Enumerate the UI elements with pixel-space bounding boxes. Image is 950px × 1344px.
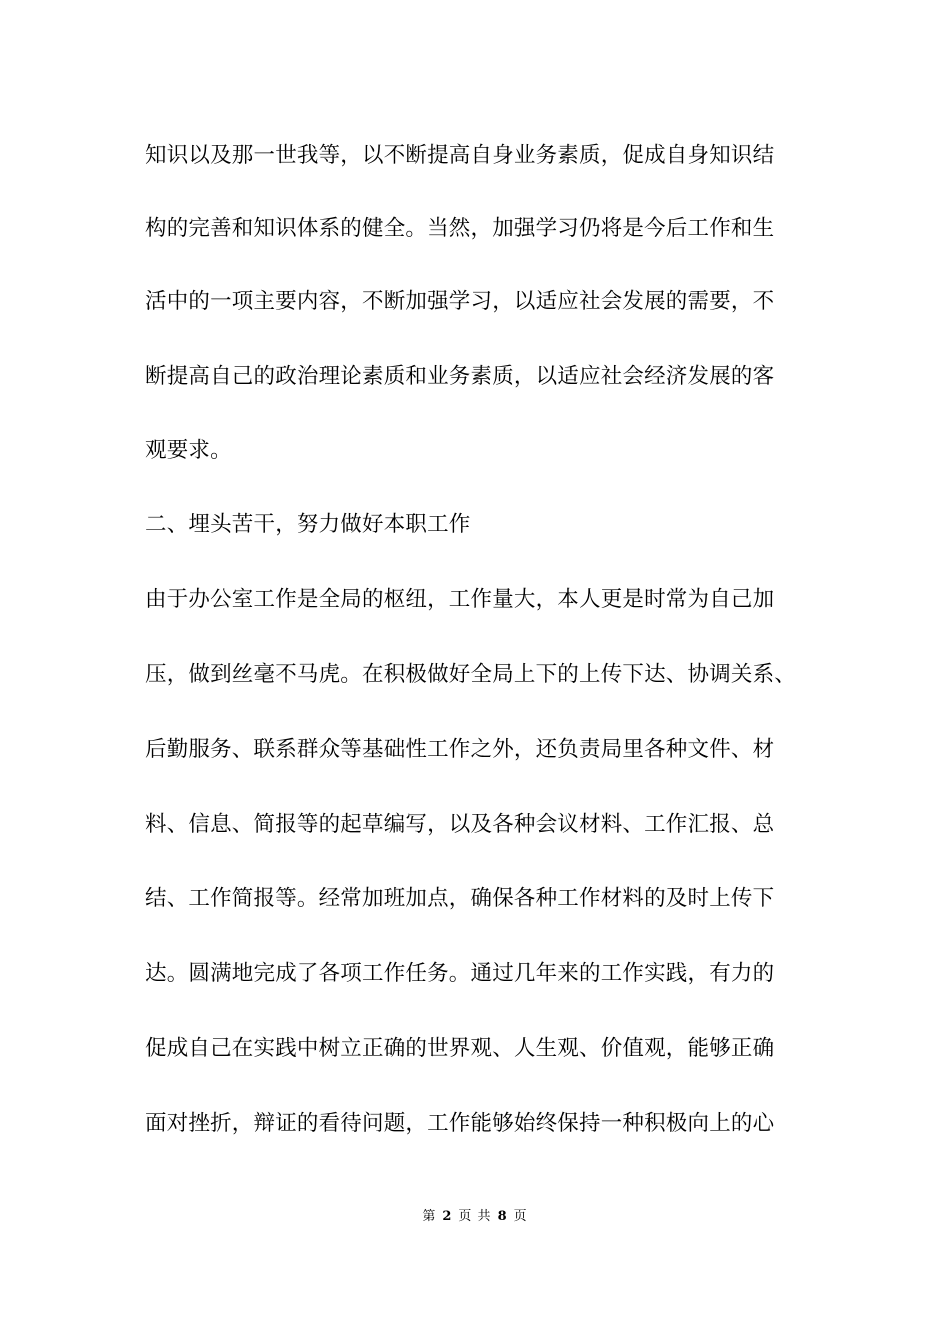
body-line-5: 观要求。 — [145, 438, 232, 463]
section-heading: 二、埋头苦干，努力做好本职工作 — [145, 512, 471, 537]
body-line-11: 结、工作简报等。经常加班加点，确保各种工作材料的及时上传下 — [145, 886, 775, 911]
body-line-13: 促成自己在实践中树立正确的世界观、人生观、价值观，能够正确 — [145, 1036, 775, 1061]
body-line-8: 压，做到丝毫不马虎。在积极做好全局上下的上传下达、协调关系、 — [145, 662, 797, 687]
body-line-7: 由于办公室工作是全局的枢纽，工作量大，本人更是时常为自己加 — [145, 587, 775, 612]
body-line-10: 料、信息、简报等的起草编写，以及各种会议材料、工作汇报、总 — [145, 812, 775, 837]
page-footer — [0, 1208, 950, 1226]
footer-suffix: 页 — [513, 1209, 528, 1224]
body-line-12: 达。圆满地完成了各项工作任务。通过几年来的工作实践，有力的 — [145, 961, 775, 986]
body-line-9: 后勤服务、联系群众等基础性工作之外，还负责局里各种文件、材 — [145, 737, 775, 762]
footer-prefix: 第 — [422, 1209, 437, 1224]
footer-middle: 页 共 — [458, 1209, 492, 1224]
body-line-1: 知识以及那一世我等，以不断提高自身业务素质，促成自身知识结 — [145, 143, 775, 168]
body-line-14: 面对挫折，辩证的看待问题，工作能够始终保持一种积极向上的心 — [145, 1111, 775, 1136]
current-page-number: 2 — [442, 1209, 453, 1224]
body-line-3: 活中的一项主要内容，不断加强学习，以适应社会发展的需要，不 — [145, 289, 775, 314]
total-page-number: 8 — [497, 1209, 508, 1224]
body-line-4: 断提高自己的政治理论素质和业务素质，以适应社会经济发展的客 — [145, 364, 775, 389]
body-line-2: 构的完善和知识体系的健全。当然，加强学习仍将是今后工作和生 — [145, 216, 775, 241]
